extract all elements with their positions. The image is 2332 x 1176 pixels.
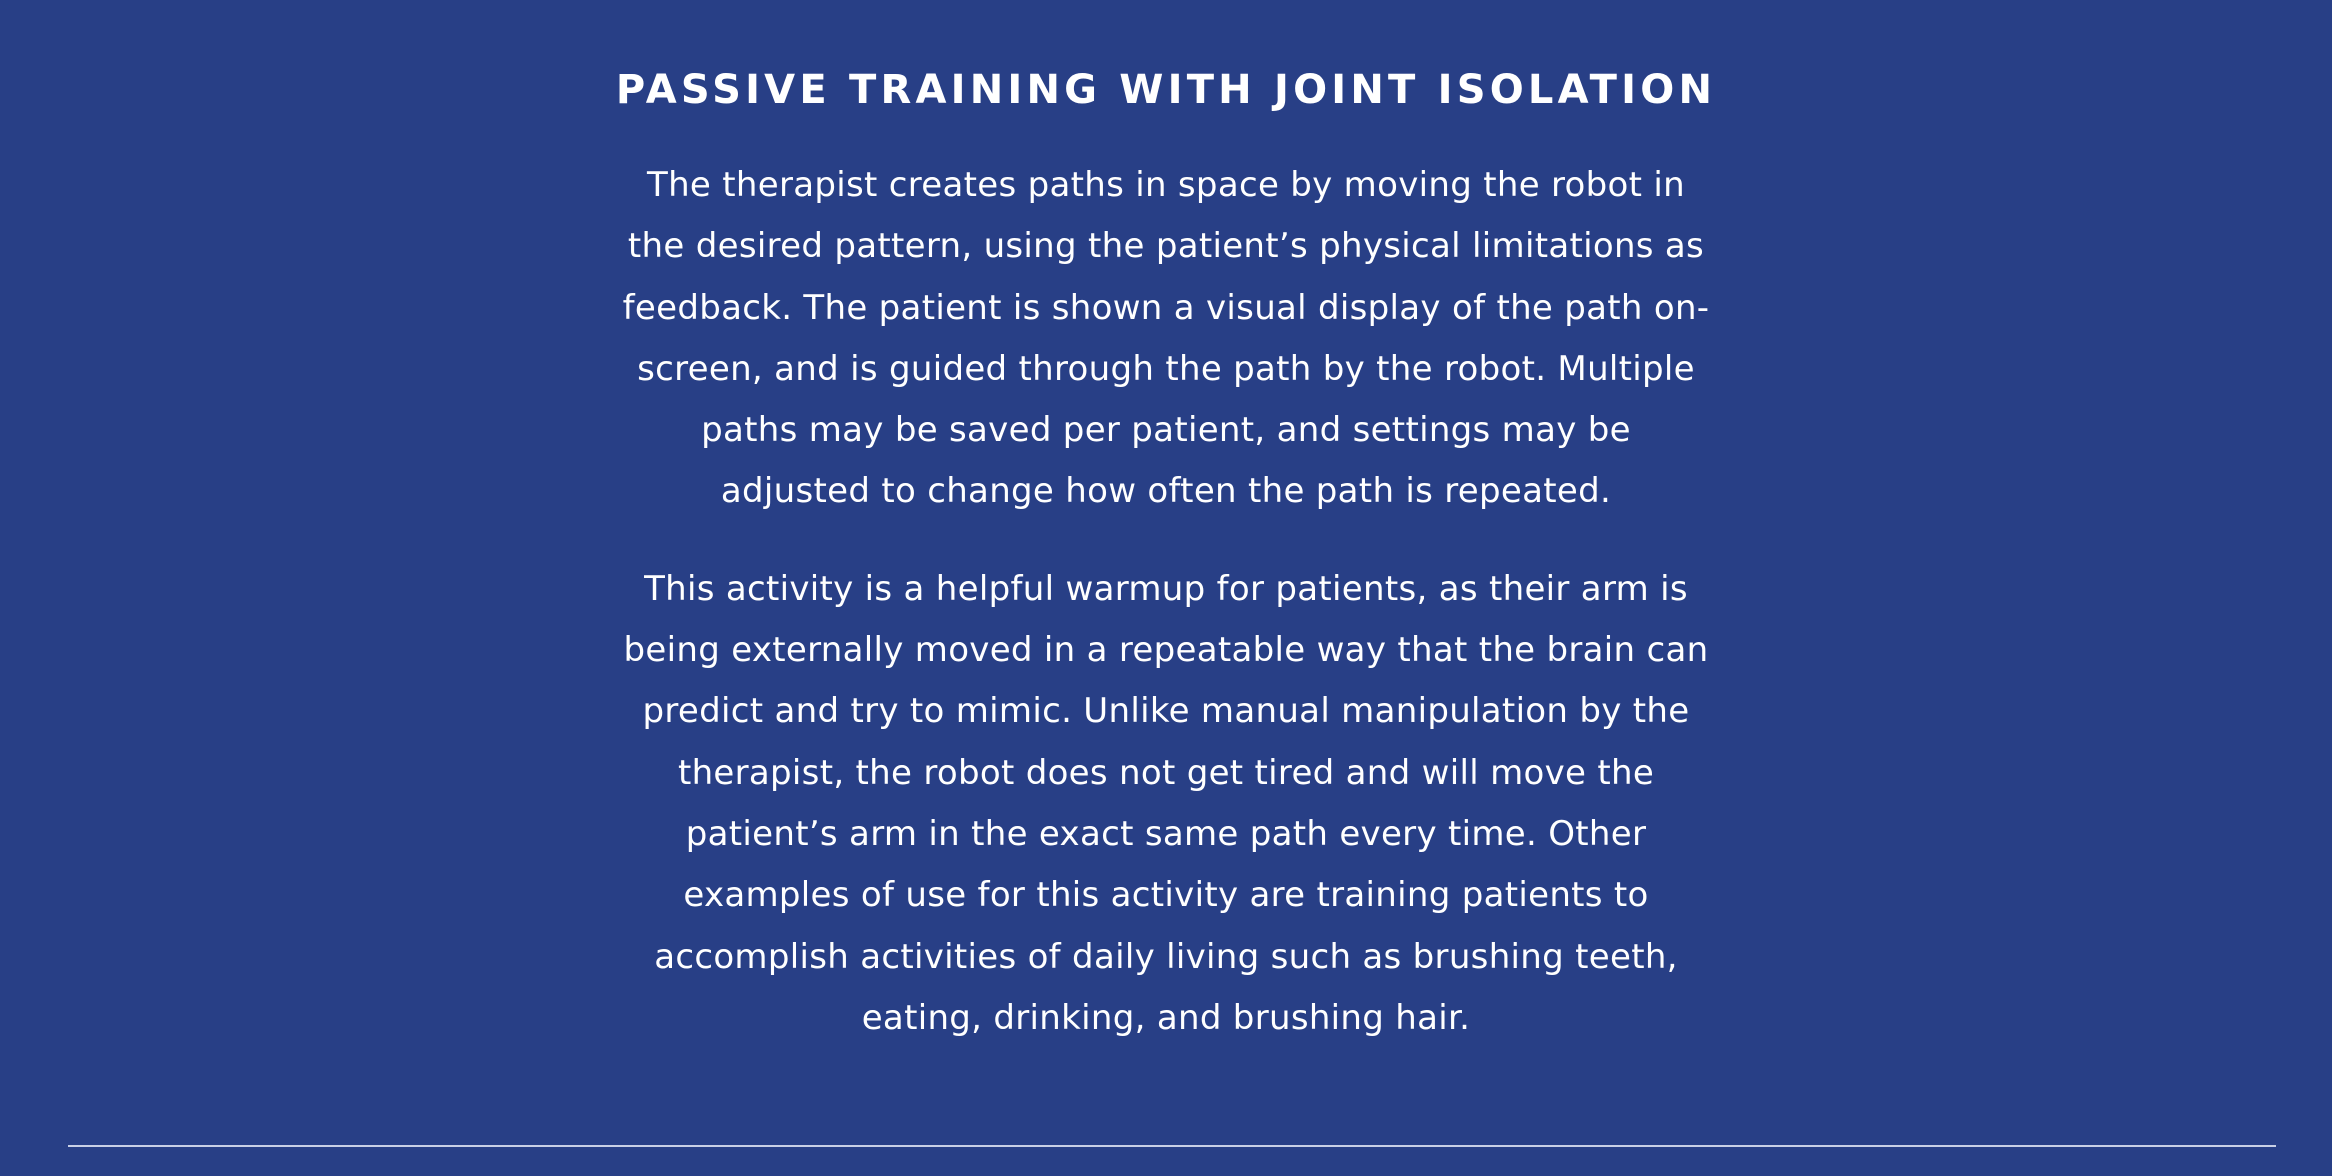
horizontal-divider [68,1145,2276,1147]
description-paragraph-2: This activity is a helpful warmup for patients, as their arm is being externally moved in a repeatable way that the brain can predict and try to mimic. Unlike manual manipulation by the therapist, the robot does not get tired and will move the patient’s arm in the exact same path every time. Other examples of use for this activity are training patients to accomplish activities of daily living such as brushing teeth, eating, drinking, and brushing hair. [623,568,1709,1038]
section-title: PASSIVE TRAINING WITH JOINT ISOLATION [615,67,1717,113]
description-paragraph-1: The therapist creates paths in space by moving the robot in the desired pattern, using the patient’s physical limitations as feedback. The patient is shown a visual display of the path on-screen, and is guided through the path by the robot. Multiple paths may be saved per patient, and settings may be adjusted to change how often the path is repeated. [622,165,1710,512]
